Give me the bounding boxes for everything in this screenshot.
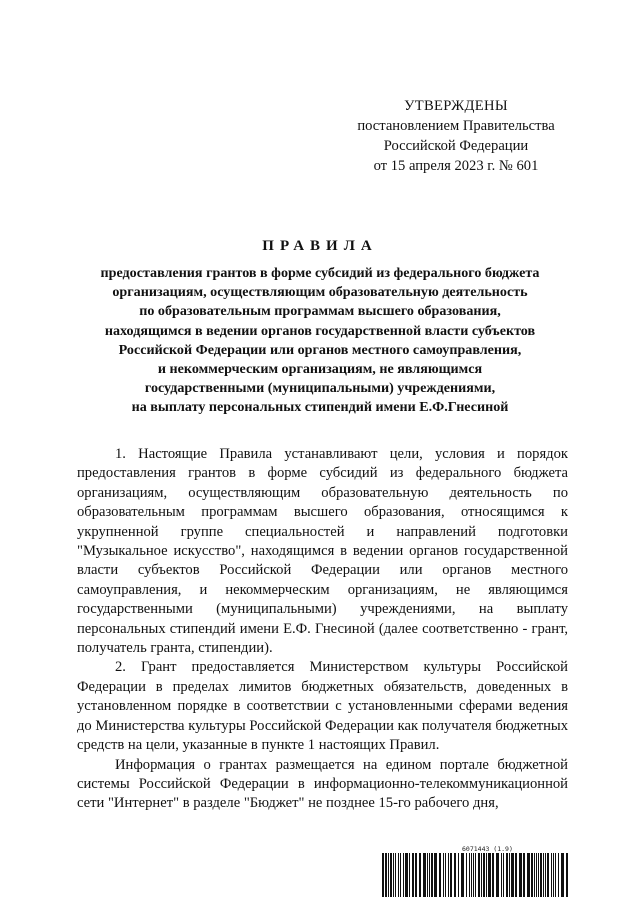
barcode-bar: [519, 853, 522, 897]
barcode-bar: [431, 853, 433, 897]
barcode-bar: [466, 853, 467, 897]
barcode-bar: [547, 853, 549, 897]
barcode-bar: [486, 853, 487, 897]
barcode-bar: [545, 853, 546, 897]
barcode-bar: [566, 853, 568, 897]
barcode-bar: [543, 853, 544, 897]
barcode-bar: [496, 853, 499, 897]
barcode-bar: [398, 853, 399, 897]
barcode-bar: [558, 853, 559, 897]
barcode-bar: [488, 853, 491, 897]
rules-subtitle: [60, 264, 580, 418]
rules-title: ПРАВИЛА: [262, 238, 378, 254]
paragraph-3: Информация о грантах размещается на едином портале бюджетной системы Российской Федерации в информационно-телекоммуникационной сети "Интернет" в разделе "Бюджет" не позднее 15-го рабочего дня,: [77, 756, 568, 812]
subtitle-line: Российской Федерации или органов местного самоуправления,: [118, 341, 522, 358]
barcode-bar: [443, 853, 444, 897]
barcode-bar: [439, 853, 441, 897]
approval-block: [346, 96, 566, 176]
barcode-bar: [469, 853, 470, 897]
barcode-bar: [506, 853, 508, 897]
barcode-bar: [458, 853, 459, 897]
subtitle-line: на выплату персональных стипендий имени Е.Ф.Гнесиной: [131, 399, 509, 416]
barcode-bar: [445, 853, 446, 897]
barcode-bar: [536, 853, 537, 897]
barcode-bar: [553, 853, 554, 897]
barcode-bar: [555, 853, 556, 897]
barcode-bar: [403, 853, 404, 897]
subtitle-line: находящимся в ведении органов государственной власти субъектов: [104, 322, 536, 339]
barcode-bar: [448, 853, 449, 897]
barcode-bar: [461, 853, 464, 897]
barcode-bar: [515, 853, 517, 897]
barcode-bar: [523, 853, 525, 897]
barcode-bar: [501, 853, 502, 897]
barcode-bar: [419, 853, 421, 897]
barcode-bar: [551, 853, 552, 897]
subtitle-line: по образовательным программам высшего образования,: [139, 303, 501, 320]
barcode-bar: [388, 853, 389, 897]
subtitle-line: и некоммерческим организациям, не являющимся: [157, 361, 483, 378]
barcode-bar: [492, 853, 494, 897]
barcode-bar: [382, 853, 384, 897]
barcode-bar: [427, 853, 428, 897]
barcode-bar: [409, 853, 410, 897]
subtitle-line: предоставления грантов в форме субсидий из федерального бюджета: [100, 265, 540, 281]
barcode-bar: [561, 853, 564, 897]
barcode-bar: [423, 853, 426, 897]
barcode-bar: [478, 853, 480, 897]
barcode-bar: [429, 853, 430, 897]
barcode-bar: [475, 853, 476, 897]
barcode-bar: [415, 853, 417, 897]
barcode-bar: [511, 853, 514, 897]
barcode-bar: [471, 853, 472, 897]
barcode-bar: [454, 853, 456, 897]
approval-title: УТВЕРЖДЕНЫ: [404, 98, 508, 114]
approval-line-3: от 15 апреля 2023 г. № 601: [373, 158, 539, 174]
barcode-bar: [509, 853, 510, 897]
barcode-bar: [385, 853, 387, 897]
barcode-label: 6071443 (1.9): [462, 845, 513, 853]
barcode-bar: [531, 853, 533, 897]
subtitle-line: организациям, осуществляющим образовательную деятельность: [112, 284, 528, 301]
barcode-bar: [483, 853, 485, 897]
barcode-bar: [450, 853, 452, 897]
barcode-bar: [481, 853, 482, 897]
barcode-bar: [540, 853, 542, 897]
approval-line-1: постановлением Правительства: [357, 118, 555, 134]
barcode-bar: [405, 853, 408, 897]
barcode-bar: [503, 853, 504, 897]
barcode-image: [381, 853, 569, 897]
paragraph-2: 2. Грант предоставляется Министерством культуры Российской Федерации в пределах лимитов бюджетных обязательств, доведенных в установленном порядке в соответствии с установленными сферами ведения до Министерства культуры Российской Федерации как получателя бюджетных средств на цели, указанные в пункте 1 настоящих Правил.: [77, 659, 568, 754]
paragraph-1: 1. Настоящие Правила устанавливают цели, условия и порядок предоставления грантов в форме субсидий из федерального бюджета организациям, осуществляющим образовательную деятельность по образовательным программам высшего образования, относящимся к укрупненной группе специальностей и направлений подготовки "Музыкальное искусство", находящимся в ведении органов государственной власти субъектов Российской Федерации или органов местного самоуправления, и некоммерческим организациям, не являющимся государственными (муниципальными) учреждениями, на выплату персональных стипендий имени Е.Ф. Гнесиной (далее соответственно - грант, получатель гранта, стипендии).: [77, 446, 568, 657]
barcode-bar: [395, 853, 396, 897]
subtitle-line: государственными (муниципальными) учреждениями,: [144, 380, 496, 397]
barcode-bar: [534, 853, 535, 897]
barcode-bar: [412, 853, 414, 897]
barcode-bar: [400, 853, 401, 897]
barcode-bar: [434, 853, 437, 897]
barcode-bar: [390, 853, 392, 897]
barcode-bar: [538, 853, 539, 897]
barcode-bar: [527, 853, 530, 897]
barcode-bar: [473, 853, 474, 897]
body-text: [77, 445, 568, 814]
barcode-bar: [393, 853, 394, 897]
approval-line-2: Российской Федерации: [383, 138, 529, 154]
